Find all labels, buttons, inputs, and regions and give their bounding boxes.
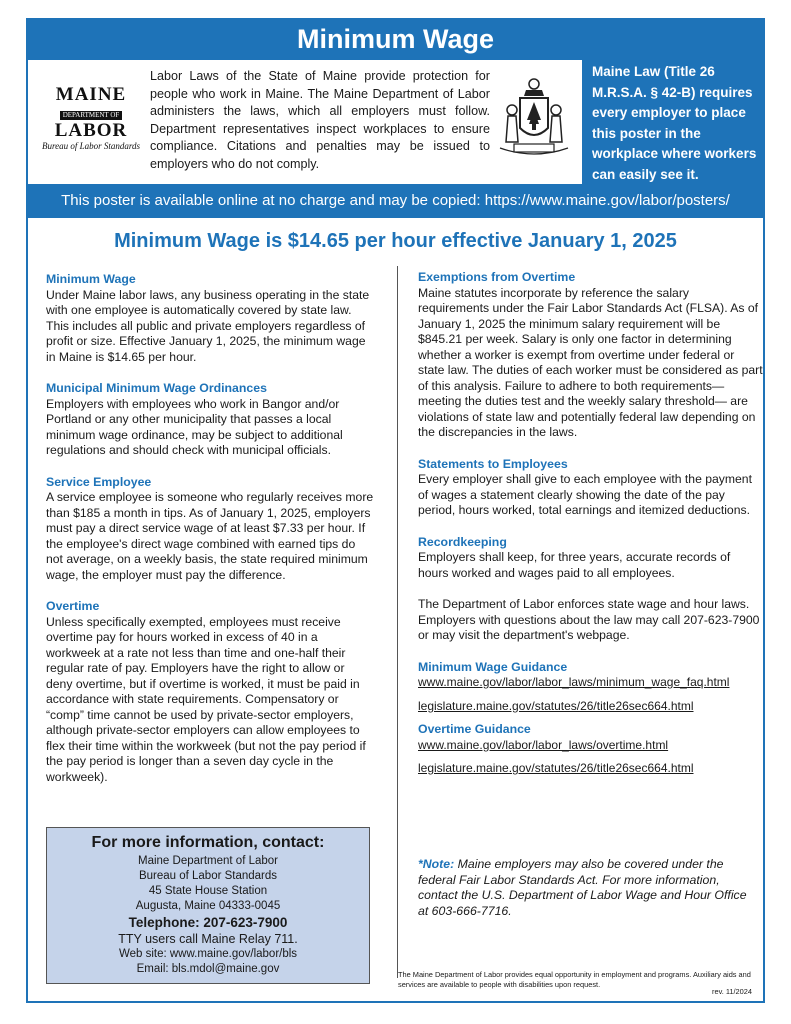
section-overtime	[46, 599, 374, 785]
contact-line-station: 45 State House Station	[148, 885, 268, 897]
contact-website[interactable]: Web site: www.maine.gov/labor/bls	[118, 948, 298, 960]
contact-phone: Telephone: 207-623-7900	[128, 915, 288, 930]
law-requirement-box: Maine Law (Title 26 M.R.S.A. § 42-B) requires every employer to place this poster in the workplace where workers can easily see it.	[582, 60, 765, 184]
link-mw-faq[interactable]: www.maine.gov/labor/labor_laws/minimum_wage_faq.html	[418, 675, 730, 689]
contact-email[interactable]: Email: bls.mdol@maine.gov	[136, 963, 280, 975]
minimum-wage-headline: Minimum Wage is $14.65 per hour effective January 1, 2025	[114, 230, 677, 252]
text-statements: Every employer shall give to each employee with the payment of wages a statement clearly showing the date of the pay period, hours worked, total earnings and itemized deductions.	[418, 472, 752, 517]
heading-municipal-ordinances: Municipal Minimum Wage Ordinances	[46, 381, 267, 395]
note-label: *Note:	[418, 857, 455, 871]
text-enforcement: The Department of Labor enforces state wage and hour laws. Employers with questions about the law may call 207-623-7900 or may visit the department's webpage.	[418, 597, 760, 642]
heading-exemptions: Exemptions from Overtime	[418, 270, 576, 284]
revision-date: rev. 11/2024	[712, 987, 752, 996]
link-mw-statute[interactable]: legislature.maine.gov/statutes/26/title26sec664.html	[418, 698, 694, 713]
section-municipal	[46, 381, 374, 459]
right-column	[418, 270, 763, 785]
link-overtime[interactable]: www.maine.gov/labor/labor_laws/overtime.html	[418, 737, 669, 752]
online-availability-bar: This poster is available online at no charge and may be copied: https://www.maine.gov/labor/posters/	[26, 184, 765, 218]
text-municipal-ordinances: Employers with employees who work in Bangor and/or Portland or any other municipality that passes a local minimum wage ordinance, may be subject to additional regulations and should check with municipal officials.	[46, 396, 343, 457]
text-recordkeeping: Employers shall keep, for three years, accurate records of hours worked and wages paid to all employees.	[418, 550, 731, 580]
text-exemptions: Maine statutes incorporate by reference the salary requirements under the Fair Labor Standards Act (FLSA). As of January 1, 2025 the minimum salary requirement will be $845.21 per week. Salary is only one factor in determining whether a worker is exempt from overtime under federal or state law. The duties of each worker must be considered as part of this analysis. Failure to adhere to both requirements—meeting the duties test and the weekly salary threshold— are violations of state law and potentially federal law depending on the discrepancies in the laws.	[418, 285, 763, 439]
contact-line-dept: Maine Department of Labor	[138, 855, 278, 867]
column-divider	[397, 266, 398, 978]
logo-line-department: DEPARTMENT OF	[60, 111, 123, 120]
contact-tty: TTY users call Maine Relay 711.	[118, 932, 298, 946]
heading-service-employee: Service Employee	[46, 474, 152, 489]
contact-box	[46, 827, 370, 984]
heading-statements: Statements to Employees	[418, 456, 568, 471]
text-service-employee: A service employee is someone who regularly receives more than $185 a month in tips. As of January 1, 2025, employers must pay a direct service wage of at least $7.33 per hour. If the employee's direct wage combined with earned tips do not average, on a weekly basis, the state required minimum wage, the employer must pay the difference.	[46, 490, 374, 582]
heading-recordkeeping: Recordkeeping	[418, 534, 507, 549]
text-overtime: Unless specifically exempted, employees must receive overtime pay for hours worked in excess of 40 in a workweek at a rate not less than time and one-half their regular rate of pay. Employers have the right to allow or deny overtime, but if overtime is worked, it must be paid in accordance with state requirements. Compensatory or “comp” time cannot be used by private-sector employers, although private-sector employers can allow employees to flex their time within the workweek (but not the pay period if the pay period is longer than a seven day cycle in the workweek).	[46, 614, 366, 784]
contact-heading: For more information, contact:	[91, 834, 325, 851]
equal-opportunity-statement: The Maine Department of Labor provides equal opportunity in employment and programs. Auxiliary aids and services are available to people with disabilities upon request.	[398, 970, 751, 989]
section-ot-guidance	[418, 722, 763, 777]
section-mw-guidance	[418, 660, 763, 715]
logo-line-bureau: Bureau of Labor Standards	[41, 141, 141, 151]
text-minimum-wage: Under Maine labor laws, any business operating in the state with one employee is automatically covered by state law. This includes all public and private employers regardless of profit or size. Effective January 1, 2025, the minimum wage in Maine is $14.65 per hour.	[46, 287, 370, 364]
heading-mw-guidance: Minimum Wage Guidance	[418, 659, 568, 674]
contact-line-city: Augusta, Maine 04333-0045	[135, 900, 281, 912]
heading-minimum-wage: Minimum Wage	[46, 272, 136, 286]
poster-title: Minimum Wage	[26, 18, 765, 60]
contact-line-bureau: Bureau of Labor Standards	[138, 870, 278, 882]
maine-dol-logo	[36, 86, 146, 152]
section-recordkeeping	[418, 535, 763, 582]
left-column	[46, 272, 374, 801]
section-minimum-wage	[46, 272, 374, 365]
intro-text: Labor Laws of the State of Maine provide protection for people who work in Maine. The Maine Department of Labor administers the laws, which all employers must follow. Department representatives inspect workplaces to ensure compliance. Citations and penalties may be issued to employers who do not comply.	[150, 69, 490, 171]
heading-overtime: Overtime	[46, 599, 100, 613]
section-statements	[418, 457, 763, 519]
heading-ot-guidance: Overtime Guidance	[418, 722, 531, 736]
logo-line-labor: LABOR	[54, 120, 128, 141]
flsa-note	[418, 857, 753, 919]
note-text: Maine employers may also be covered under the federal Fair Labor Standards Act. For more information, contact the U.S. Department of Labor Wage and Hour Office at 603-666-7716.	[418, 857, 747, 918]
state-seal-icon	[496, 76, 572, 156]
link-ot-statute[interactable]: legislature.maine.gov/statutes/26/title26sec664.html	[418, 761, 694, 775]
logo-line-maine: MAINE	[55, 84, 127, 105]
section-service-employee	[46, 475, 374, 584]
section-exemptions	[418, 270, 763, 441]
